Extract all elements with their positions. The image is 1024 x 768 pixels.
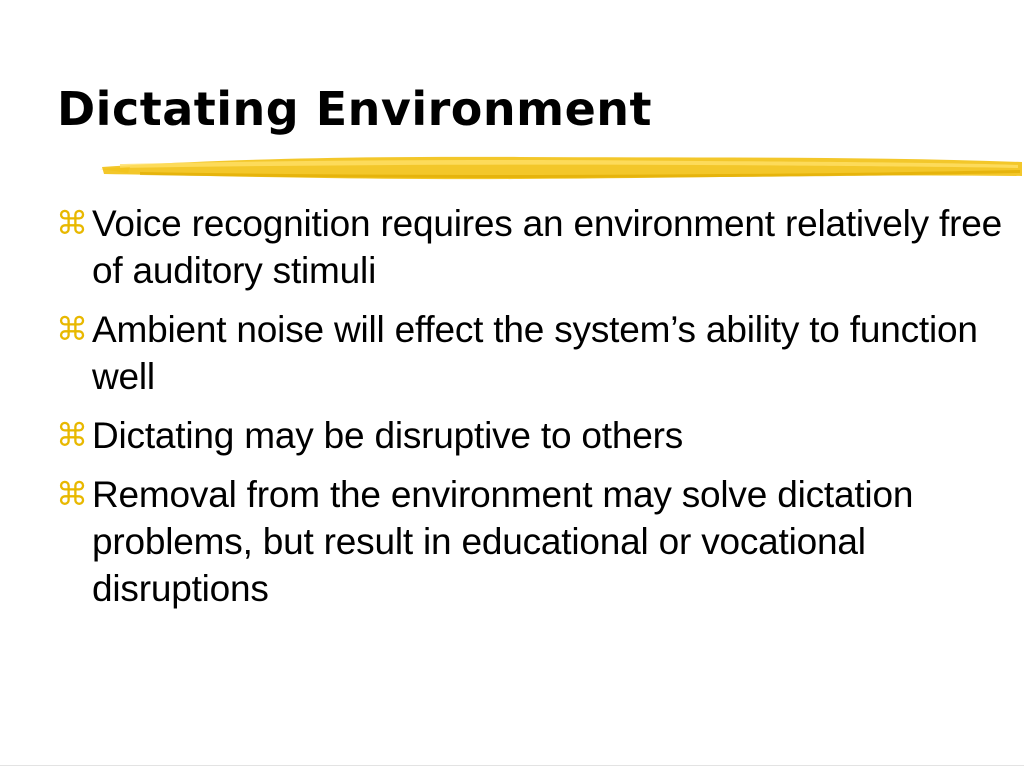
slide-bottom-border bbox=[0, 765, 1024, 766]
slide-title: Dictating Environment bbox=[57, 82, 653, 136]
command-key-icon: ⌘ bbox=[56, 475, 88, 513]
bullet-text: Removal from the environment may solve dictation problems, but result in educational or vocational disruptions bbox=[92, 474, 914, 609]
command-key-icon: ⌘ bbox=[56, 416, 88, 454]
bullet-item bbox=[56, 306, 1006, 400]
bullet-item bbox=[56, 471, 1006, 612]
bullet-text: Ambient noise will effect the system’s ability to function well bbox=[92, 309, 978, 397]
brush-underline bbox=[100, 148, 1024, 188]
bullet-item bbox=[56, 412, 1006, 459]
command-key-icon: ⌘ bbox=[56, 310, 88, 348]
command-key-icon: ⌘ bbox=[56, 204, 88, 242]
bullet-text: Voice recognition requires an environment relatively free of auditory stimuli bbox=[92, 203, 1002, 291]
bullet-list bbox=[56, 200, 1006, 624]
bullet-text: Dictating may be disruptive to others bbox=[92, 415, 684, 456]
bullet-item bbox=[56, 200, 1006, 294]
